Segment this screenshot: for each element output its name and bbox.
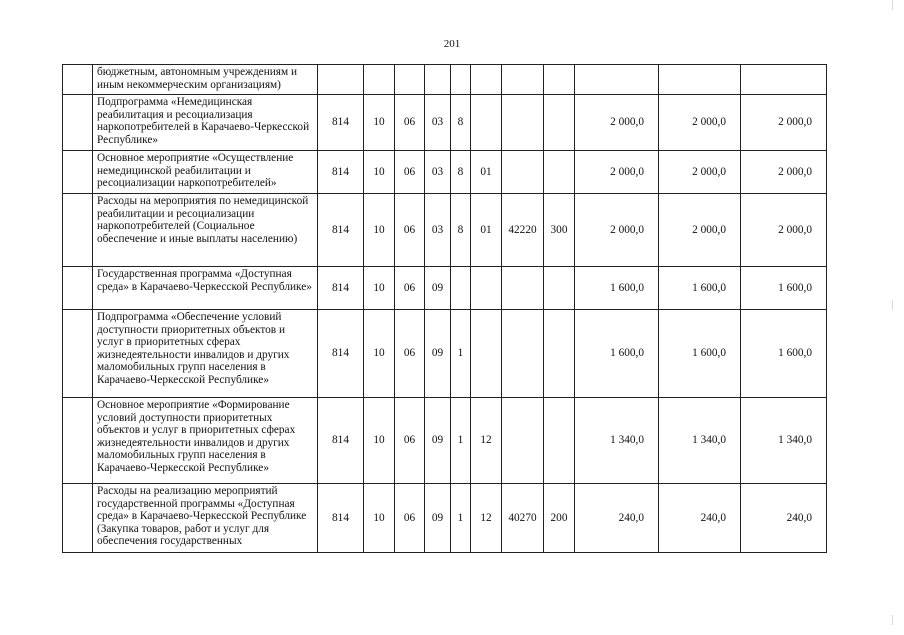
item-name-cell: Расходы на мероприятия по немедицинской реабилитации и ресоциализации наркопотребителей (Социальное обеспечение и иные выплаты населению) [93,194,318,267]
expense-type-cell [544,151,575,194]
scan-mark [892,0,893,10]
table-row [63,65,827,95]
subsection-code-cell [395,65,425,95]
measure-code-cell: 12 [471,484,502,553]
program-code-cell: 09 [425,267,451,310]
budget-table [62,64,827,553]
section-code-cell [364,65,395,95]
subsection-code-cell: 06 [395,310,425,398]
table-row [63,484,827,553]
expense-direction-cell [502,310,544,398]
item-name-cell: Государственная программа «Доступная среда» в Карачаево-Черкесской Республике» [93,267,318,310]
amount-year1-cell: 2 000,0 [575,95,659,151]
amount-year3-cell: 240,0 [741,484,827,553]
ministry-code-cell: 814 [318,310,364,398]
blank-cell [63,484,93,553]
program-code-cell: 03 [425,194,451,267]
blank-cell [63,194,93,267]
subsection-code-cell: 06 [395,267,425,310]
program-code-cell: 09 [425,398,451,484]
amount-year3-cell [741,65,827,95]
amount-year3-cell: 2 000,0 [741,151,827,194]
amount-year2-cell [659,65,741,95]
table-row [63,95,827,151]
expense-direction-cell: 40270 [502,484,544,553]
section-code-cell: 10 [364,310,395,398]
amount-year2-cell: 1 340,0 [659,398,741,484]
subsection-code-cell: 06 [395,151,425,194]
ministry-code-cell: 814 [318,484,364,553]
subprogram-code-cell [451,65,471,95]
section-code-cell: 10 [364,95,395,151]
table-row [63,194,827,267]
amount-year1-cell: 1 600,0 [575,267,659,310]
measure-code-cell: 12 [471,398,502,484]
expense-type-cell: 200 [544,484,575,553]
table-row [63,398,827,484]
item-name-cell: Расходы на реализацию мероприятий государственной программы «Доступная среда» в Карачаево-Черкесской Республике (Закупка товаров, работ и услуг для обеспечения государственных [93,484,318,553]
expense-direction-cell [502,398,544,484]
amount-year1-cell: 2 000,0 [575,194,659,267]
amount-year1-cell [575,65,659,95]
expense-direction-cell: 42220 [502,194,544,267]
expense-direction-cell [502,267,544,310]
expense-type-cell [544,310,575,398]
section-code-cell: 10 [364,194,395,267]
expense-type-cell [544,65,575,95]
ministry-code-cell: 814 [318,267,364,310]
blank-cell [63,398,93,484]
program-code-cell: 03 [425,151,451,194]
subprogram-code-cell [451,267,471,310]
amount-year2-cell: 1 600,0 [659,310,741,398]
measure-code-cell [471,95,502,151]
item-name-cell: Подпрограмма «Немедицинская реабилитация и ресоциализация наркопотребителей в Карачаево-Черкесской Республике» [93,95,318,151]
subsection-code-cell: 06 [395,484,425,553]
scan-mark [892,300,893,310]
scan-mark [892,615,893,625]
subprogram-code-cell: 8 [451,95,471,151]
subprogram-code-cell: 8 [451,151,471,194]
program-code-cell: 09 [425,484,451,553]
expense-type-cell [544,95,575,151]
expense-type-cell [544,398,575,484]
expense-type-cell: 300 [544,194,575,267]
item-name-cell: Основное мероприятие «Осуществление немедицинской реабилитации и ресоциализации наркопотребителей» [93,151,318,194]
budget-table-body [63,65,827,553]
program-code-cell: 03 [425,95,451,151]
measure-code-cell [471,65,502,95]
measure-code-cell [471,310,502,398]
program-code-cell [425,65,451,95]
expense-direction-cell [502,95,544,151]
item-name-cell: Подпрограмма «Обеспечение условий доступности приоритетных объектов и услуг в приоритетных сферах жизнедеятельности инвалидов и других маломобильных групп населения в Карачаево-Черкесской Республике» [93,310,318,398]
measure-code-cell [471,267,502,310]
page-number: 201 [443,38,461,50]
blank-cell [63,267,93,310]
table-row [63,151,827,194]
amount-year1-cell: 240,0 [575,484,659,553]
amount-year3-cell: 2 000,0 [741,194,827,267]
subprogram-code-cell: 8 [451,194,471,267]
ministry-code-cell: 814 [318,95,364,151]
item-name-cell: бюджетным, автономным учреждениям и иным некоммерческим организациям) [93,65,318,95]
amount-year2-cell: 1 600,0 [659,267,741,310]
subprogram-code-cell: 1 [451,310,471,398]
amount-year2-cell: 240,0 [659,484,741,553]
amount-year3-cell: 2 000,0 [741,95,827,151]
subsection-code-cell: 06 [395,95,425,151]
subsection-code-cell: 06 [395,398,425,484]
measure-code-cell: 01 [471,151,502,194]
expense-direction-cell [502,65,544,95]
table-row [63,267,827,310]
ministry-code-cell: 814 [318,151,364,194]
section-code-cell: 10 [364,398,395,484]
ministry-code-cell: 814 [318,194,364,267]
item-name-cell: Основное мероприятие «Формирование условий доступности приоритетных объектов и услуг в приоритетных сферах жизнедеятельности инвалидов и других маломобильных групп населения в Карачаево-Черкесской Республике» [93,398,318,484]
amount-year3-cell: 1 340,0 [741,398,827,484]
blank-cell [63,151,93,194]
section-code-cell: 10 [364,484,395,553]
expense-type-cell [544,267,575,310]
blank-cell [63,95,93,151]
blank-cell [63,65,93,95]
ministry-code-cell [318,65,364,95]
blank-cell [63,310,93,398]
table-row [63,310,827,398]
amount-year1-cell: 2 000,0 [575,151,659,194]
section-code-cell: 10 [364,267,395,310]
program-code-cell: 09 [425,310,451,398]
ministry-code-cell: 814 [318,398,364,484]
amount-year3-cell: 1 600,0 [741,310,827,398]
subprogram-code-cell: 1 [451,398,471,484]
subsection-code-cell: 06 [395,194,425,267]
amount-year2-cell: 2 000,0 [659,194,741,267]
amount-year2-cell: 2 000,0 [659,151,741,194]
subprogram-code-cell: 1 [451,484,471,553]
measure-code-cell: 01 [471,194,502,267]
amount-year1-cell: 1 340,0 [575,398,659,484]
expense-direction-cell [502,151,544,194]
amount-year2-cell: 2 000,0 [659,95,741,151]
section-code-cell: 10 [364,151,395,194]
amount-year3-cell: 1 600,0 [741,267,827,310]
amount-year1-cell: 1 600,0 [575,310,659,398]
